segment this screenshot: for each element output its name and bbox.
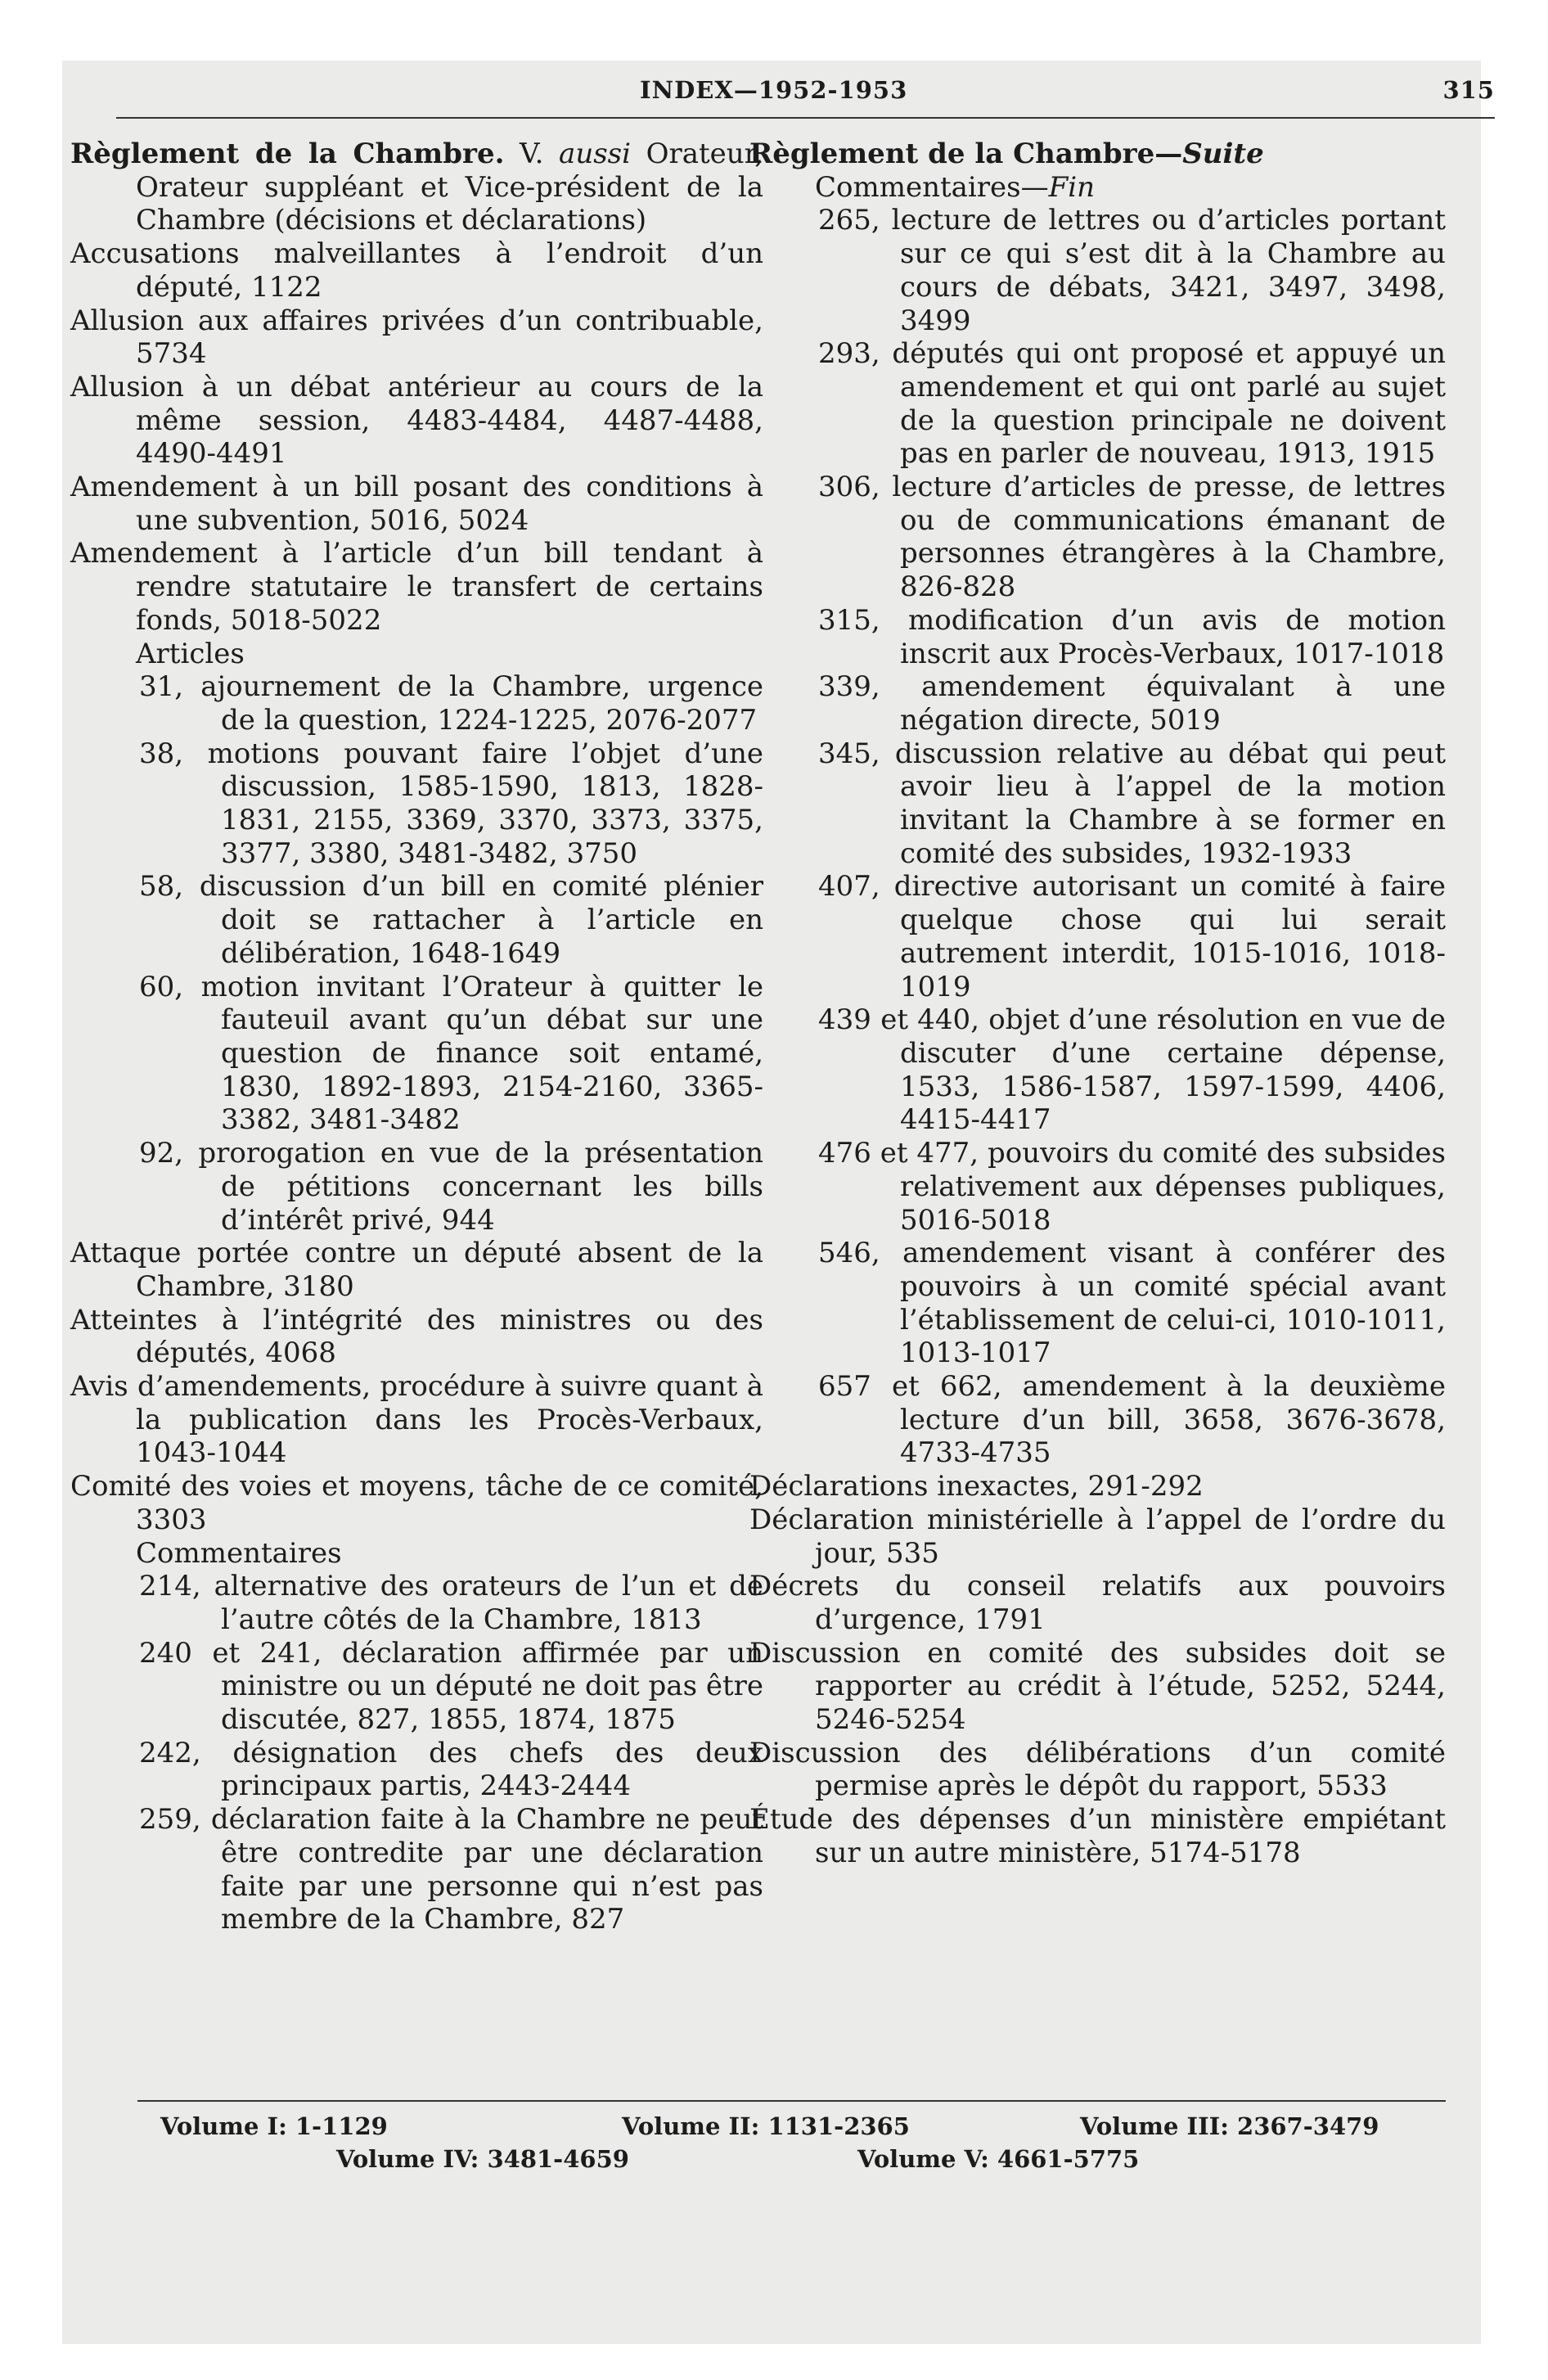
commentaire-entry: 293, députés qui ont proposé et appuyé un amendement et qui ont parlé au sujet de la question principale ne doivent pas en parler de nouveau, 1913, 1915 — [818, 337, 1446, 471]
commentaire-entry: 242, désignation des chefs des deux principaux partis, 2443-2444 — [139, 1736, 763, 1803]
commentaire-entry: 407, directive autorisant un comité à faire quelque chose qui lui serait autrement interdit, 1015-1016, 1018-1019 — [818, 870, 1446, 1003]
volume-footer — [137, 2110, 1446, 2175]
left-heading — [70, 137, 763, 237]
index-entry: Avis d’amendements, procédure à suivre quant à la publication dans les Procès-Verbaux, 1043-1044 — [70, 1370, 763, 1470]
left-commentaires — [70, 1570, 763, 1936]
commentaire-entry: 476 et 477, pouvoirs du comité des subsides relativement aux dépenses publiques, 5016-5018 — [818, 1137, 1446, 1237]
index-entry: Étude des dépenses d’un ministère empiétant sur un autre ministère, 5174-5178 — [749, 1803, 1446, 1869]
index-entry: Amendement à un bill posant des conditions à une subvention, 5016, 5024 — [70, 471, 763, 537]
left-heading-main: Règlement de la Chambre. — [70, 137, 505, 170]
left-articles — [70, 670, 763, 1237]
commentaire-entry: 306, lecture d’articles de presse, de lettres ou de communications émanant de personnes étrangères à la Chambre, 826-828 — [818, 471, 1446, 604]
commentaire-entry: 265, lecture de lettres ou d’articles portant sur ce qui s’est dit à la Chambre au cours de débats, 3421, 3497, 3498, 3499 — [818, 204, 1446, 337]
article-entry: 38, motions pouvant faire l’objet d’une discussion, 1585-1590, 1813, 1828-1831, 2155, 3369, 3370, 3373, 3375, 3377, 3380, 3481-3482, 3750 — [139, 737, 763, 870]
article-entry: 31, ajournement de la Chambre, urgence de la question, 1224-1225, 2076-2077 — [139, 670, 763, 737]
index-entry: Accusations malveillantes à l’endroit d’un député, 1122 — [70, 237, 763, 304]
left-column — [70, 137, 763, 1936]
index-entry: Attaque portée contre un député absent de la Chambre, 3180 — [70, 1237, 763, 1303]
commentaire-entry: 315, modification d’un avis de motion inscrit aux Procès-Verbaux, 1017-1018 — [818, 603, 1446, 670]
article-entry: 58, discussion d’un bill en comité plénier doit se rattacher à l’article en délibération, 1648-1649 — [139, 870, 763, 970]
index-entry: Allusion à un débat antérieur au cours de la même session, 4483-4484, 4487-4488, 4490-4491 — [70, 370, 763, 471]
index-entry: Décrets du conseil relatifs aux pouvoirs d’urgence, 1791 — [749, 1570, 1446, 1636]
index-entry: Atteintes à l’intégrité des ministres ou des députés, 4068 — [70, 1303, 763, 1370]
volume-1: Volume I: 1-1129 — [160, 2112, 388, 2140]
right-commentaires-label — [749, 171, 1446, 205]
volume-3: Volume III: 2367-3479 — [1080, 2112, 1379, 2140]
left-heading-ref: V. aussi Orateur, Orateur suppléant et Vice-président de la Chambre (décisions et déclarations) — [136, 137, 764, 237]
footer-rule — [137, 2100, 1446, 2102]
left-entries-mid — [70, 1237, 763, 1536]
commentaire-entry: 657 et 662, amendement à la deuxième lecture d’un bill, 3658, 3676-3678, 4733-4735 — [818, 1370, 1446, 1470]
right-heading-suite: Suite — [1182, 137, 1264, 170]
right-column — [749, 137, 1446, 1870]
index-entry: Amendement à l’article d’un bill tendant à rendre statutaire le transfert de certains fonds, 5018-5022 — [70, 537, 763, 637]
commentaire-entry: 259, déclaration faite à la Chambre ne peut être contredite par une déclaration faite par une personne qui n’est pas membre de la Chambre, 827 — [139, 1803, 763, 1936]
volume-5: Volume V: 4661-5775 — [857, 2145, 1140, 2173]
page-number: 315 — [1442, 76, 1495, 104]
right-commentaires-fin: Fin — [1048, 170, 1095, 204]
article-entry: 60, motion invitant l’Orateur à quitter le fauteuil avant qu’un débat sur une question de finance soit entamé, 1830, 1892-1893, 2154-2160, 3365-3382, 3481-3482 — [139, 970, 763, 1137]
commentaire-entry: 546, amendement visant à conférer des pouvoirs à un comité spécial avant l’établissement de celui-ci, 1010-1011, 1013-1017 — [818, 1237, 1446, 1370]
article-entry: 92, prorogation en vue de la présentation de pétitions concernant les bills d’intérêt privé, 944 — [139, 1137, 763, 1237]
left-entries-top — [70, 237, 763, 637]
right-commentaires — [749, 204, 1446, 1470]
volume-2: Volume II: 1131-2365 — [622, 2112, 910, 2140]
header-rule — [116, 117, 1495, 119]
commentaire-entry: 240 et 241, déclaration affirmée par un ministre ou un député ne doit pas être discutée, 827, 1855, 1874, 1875 — [139, 1636, 763, 1737]
index-entry: Allusion aux affaires privées d’un contribuable, 5734 — [70, 304, 763, 371]
commentaire-entry: 345, discussion relative au débat qui peut avoir lieu à l’appel de la motion invitant la Chambre à se former en comité des subsides, 1932-1933 — [818, 737, 1446, 870]
commentaires-label: Commentaires — [136, 1536, 342, 1570]
right-commentaires-text: Commentaires— — [815, 170, 1049, 204]
right-entries — [749, 1470, 1446, 1869]
articles-label: Articles — [136, 637, 245, 670]
heading-ref-italic: aussi — [559, 137, 631, 170]
index-entry: Déclaration ministérielle à l’appel de l’ordre du jour, 535 — [749, 1503, 1446, 1570]
index-entry: Discussion des délibérations d’un comité permise après le dépôt du rapport, 5533 — [749, 1736, 1446, 1803]
page-title: INDEX—1952-1953 — [640, 76, 908, 104]
index-entry: Discussion en comité des subsides doit se rapporter au crédit à l’étude, 5252, 5244, 5246-5254 — [749, 1636, 1446, 1737]
index-entry: Déclarations inexactes, 291-292 — [749, 1470, 1204, 1503]
commentaire-entry: 439 et 440, objet d’une résolution en vue de discuter d’une certaine dépense, 1533, 1586-1587, 1597-1599, 4406, 4415-4417 — [818, 1003, 1446, 1137]
commentaire-entry: 339, amendement équivalant à une négation directe, 5019 — [818, 670, 1446, 737]
commentaire-entry: 214, alternative des orateurs de l’un et de l’autre côtés de la Chambre, 1813 — [139, 1570, 763, 1636]
right-heading-main: Règlement de la Chambre— — [749, 137, 1183, 170]
index-entry: Comité des voies et moyens, tâche de ce comité, 3303 — [70, 1470, 763, 1536]
right-heading — [749, 137, 1446, 171]
volume-4: Volume IV: 3481-4659 — [336, 2145, 629, 2173]
